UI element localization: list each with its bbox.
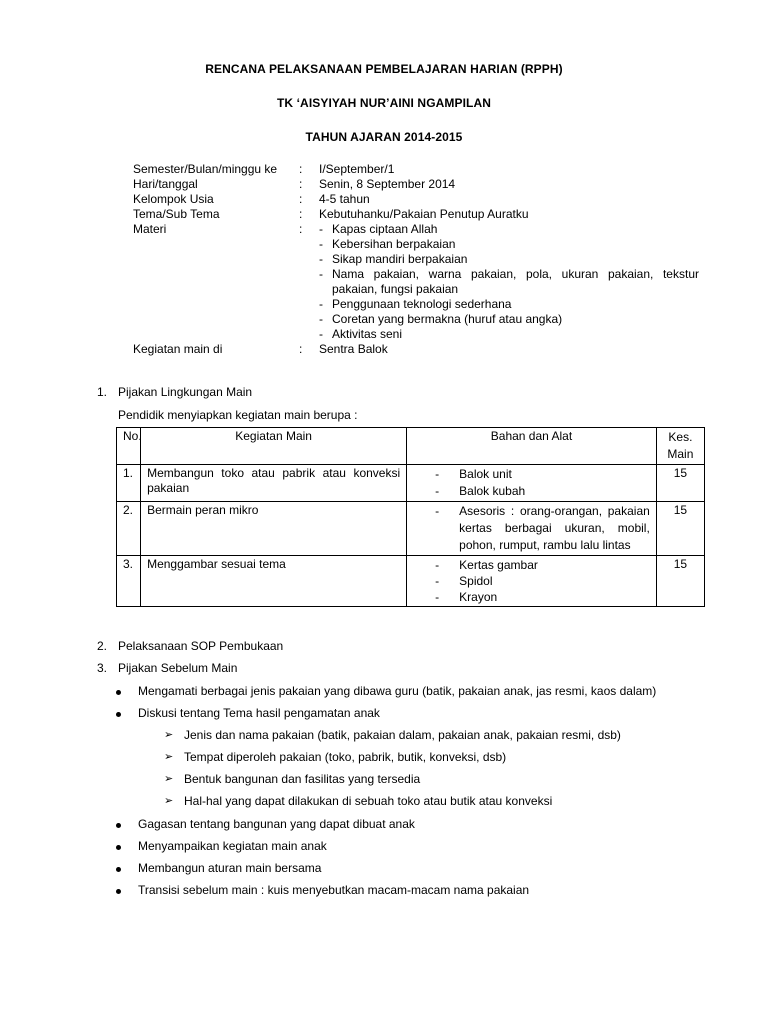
bullet-item [112,684,722,699]
meta-colon: : [299,207,303,221]
bahan-item: - Kertas gambar [413,557,650,573]
materi-item: - Kebersihan berpakaian [319,237,699,252]
table-row [117,502,705,556]
cell-no: 3. [117,556,141,607]
bahan-item: - Krayon [413,589,650,605]
arrow-bullet-icon: ➢ [164,729,174,741]
section-1-intro: Pendidik menyiapkan kegiatan main berupa : [118,408,358,422]
table-row [117,556,705,607]
materi-item: - Kapas ciptaan Allah [319,222,699,237]
cell-no: 2. [117,502,141,556]
meta-label: Hari/tanggal [133,177,198,191]
bullet-text: Diskusi tentang Tema hasil pengamatan anak [138,706,380,720]
meta-value: Senin, 8 September 2014 [319,177,456,191]
cell-bahan [407,465,657,502]
bullet-text: Menyampaikan kegiatan main anak [138,839,327,853]
section-title: Pijakan Lingkungan Main [118,385,253,399]
activity-table [116,427,705,607]
bullet-item [112,706,722,809]
header-no: No. [117,428,141,465]
cell-bahan [407,556,657,607]
bullet-text: Gagasan tentang bangunan yang dapat dibuat anak [138,817,415,831]
meta-label: Kelompok Usia [133,192,214,206]
materi-item: - Penggunaan teknologi sederhana [319,297,699,312]
meta-row-kelompok [133,192,701,207]
bullet-item [112,883,722,898]
meta-value: Kebutuhanku/Pakaian Penutup Auratku [319,207,529,221]
meta-label: Semester/Bulan/minggu ke [133,162,278,176]
document-title: RENCANA PELAKSANAAN PEMBELAJARAN HARIAN (RPPH) [205,62,563,76]
meta-row-hari [133,177,701,192]
meta-row-kegiatan [133,342,701,357]
bullet-icon [116,690,121,695]
header-kegiatan: Kegiatan Main [141,428,407,465]
cell-kes: 15 [656,556,704,607]
meta-row-tema [133,207,701,222]
arrow-bullet-icon: ➢ [164,751,174,763]
table-row [117,465,705,502]
header-bahan: Bahan dan Alat [407,428,657,465]
arrow-bullet-icon: ➢ [164,773,174,785]
cell-kegiatan: Menggambar sesuai tema [141,556,407,607]
meta-value: I/September/1 [319,162,395,176]
cell-kegiatan: Membangun toko atau pabrik atau konveksi pakaian [141,465,407,502]
section-3-bullets [112,684,722,905]
sub-item [138,728,722,743]
sub-item-text: Jenis dan nama pakaian (batik, pakaian dalam, pakaian anak, pakaian resmi, dsb) [184,728,621,742]
sub-item-text: Bentuk bangunan dan fasilitas yang tersedia [184,772,421,786]
meta-colon: : [299,222,303,236]
header-kes: Kes. Main [656,428,704,465]
bahan-item: - Spidol [413,573,650,589]
bullet-icon [116,889,121,894]
table-header-row [117,428,705,465]
materi-item: - Aktivitas seni [319,327,699,342]
bahan-list [413,466,650,500]
materi-item: - Nama pakaian, warna pakaian, pola, ukuran pakaian, tekstur pakaian, fungsi pakaian [319,267,699,297]
bahan-list [413,557,650,605]
meta-label: Tema/Sub Tema [133,207,220,221]
sub-list [138,728,722,809]
bahan-item: - Balok unit [413,466,650,483]
materi-item: - Sikap mandiri berpakaian [319,252,699,267]
meta-row-semester [133,162,701,177]
arrow-bullet-icon: ➢ [164,795,174,807]
bahan-list [413,503,650,554]
cell-kes: 15 [656,502,704,556]
sub-item-text: Hal-hal yang dapat dilakukan di sebuah toko atau butik atau konveksi [184,794,553,808]
bahan-item: - Balok kubah [413,483,650,500]
bullet-icon [116,712,121,717]
bahan-item: - Asesoris : orang-orangan, pakaian kertas berbagai ukuran, mobil, pohon, rumput, rambu lalu lintas [413,503,650,554]
bullet-text: Transisi sebelum main : kuis menyebutkan macam-macam nama pakaian [138,883,530,897]
meta-colon: : [299,342,303,356]
school-name: TK ‘AISYIYAH NUR’AINI NGAMPILAN [276,96,491,110]
cell-bahan [407,502,657,556]
section-number: 2. [97,639,108,653]
bullet-text: Mengamati berbagai jenis pakaian yang dibawa guru (batik, pakaian anak, jas resmi, kaos dalam) [138,684,657,698]
section-title: Pijakan Sebelum Main [118,661,238,675]
materi-list [319,222,699,342]
sub-item [138,772,722,787]
bullet-text: Membangun aturan main bersama [138,861,322,875]
meta-block [133,162,701,357]
section-number: 3. [97,661,108,675]
section-number: 1. [97,385,108,399]
meta-colon: : [299,192,303,206]
cell-kes: 15 [656,465,704,502]
bullet-item [112,817,722,832]
section-title: Pelaksanaan SOP Pembukaan [118,639,284,653]
sub-item [138,750,722,765]
academic-year: TAHUN AJARAN 2014-2015 [305,130,463,144]
meta-label: Materi [133,222,167,236]
meta-colon: : [299,162,303,176]
bullet-icon [116,845,121,850]
materi-item: - Coretan yang bermakna (huruf atau angka) [319,312,699,327]
sub-item [138,794,722,809]
bullet-icon [116,867,121,872]
meta-colon: : [299,177,303,191]
cell-kegiatan: Bermain peran mikro [141,502,407,556]
bullet-item [112,839,722,854]
meta-label: Kegiatan main di [133,342,223,356]
cell-no: 1. [117,465,141,502]
meta-value: 4-5 tahun [319,192,370,206]
bullet-item [112,861,722,876]
meta-value: Sentra Balok [319,342,388,356]
bullet-icon [116,823,121,828]
sub-item-text: Tempat diperoleh pakaian (toko, pabrik, butik, konveksi, dsb) [184,750,507,764]
